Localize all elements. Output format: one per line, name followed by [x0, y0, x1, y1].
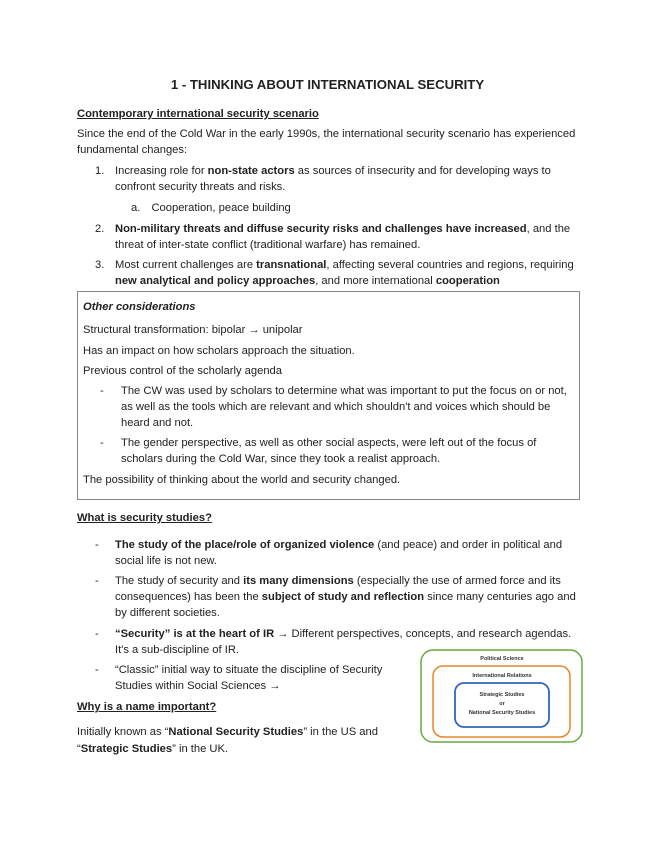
list-number: 2.	[95, 223, 105, 235]
dash-list-item: - “Security” is at the heart of IR → Different perspectives, concepts, and research agendas. It's a sub-discipline of IR.	[95, 628, 572, 656]
list-item: 3. Most current challenges are transnational, affecting several countries and regions, requiring new analytical and policy approaches, and more international cooperation	[95, 259, 574, 287]
dash-list-item: - The study of security and its many dimensions (especially the use of armed force and its consequences) has been the subject of study and reflection since many centuries ago and by different societies.	[95, 575, 576, 619]
box-line: Has an impact on how scholars approach the situation.	[83, 345, 355, 357]
dash-list-item: - The study of the place/role of organized violence (and peace) and order in political and social life is not new.	[95, 539, 563, 567]
inner-label-3: National Security Studies	[468, 710, 536, 716]
section-heading-security-studies: What is security studies?	[77, 512, 212, 524]
dash-list-item: - “Classic” initial way to situate the discipline of Security Studies within Social Sciences →	[95, 664, 383, 692]
paragraph-line: Initially known as “National Security Studies” in the US and	[77, 726, 378, 738]
list-number: 3.	[95, 259, 105, 271]
nested-disciplines-diagram	[420, 649, 585, 745]
box-dash-item: - The gender perspective, as well as other social aspects, were left out of the focus of scholars during the Cold War, since they took a realist approach.	[100, 437, 537, 465]
inner-label-1: Strategic Studies	[479, 692, 525, 698]
list-item: 1. Increasing role for non-state actors as sources of insecurity and for developing ways to confront security threats and risks.	[95, 165, 551, 193]
box-closing: The possibility of thinking about the world and security changed.	[83, 474, 401, 486]
page-title: 1 - THINKING ABOUT INTERNATIONAL SECURITY	[170, 77, 485, 92]
sub-list-item	[131, 200, 291, 216]
paragraph-line: “Strategic Studies” in the UK.	[77, 743, 229, 755]
list-item: 2. Non-military threats and diffuse security risks and challenges have increased, and the threat of inter-state conflict (traditional warfare) has remained.	[95, 223, 571, 251]
outer-label: Political Science	[480, 656, 524, 662]
intro-paragraph: Since the end of the Cold War in the early 1990s, the international security scenario has experienced fundamental changes:	[77, 128, 576, 156]
considerations-box	[77, 291, 580, 500]
inner-label-2: or	[499, 701, 505, 707]
sub-list-text: Cooperation, peace building	[151, 202, 291, 214]
box-dash-item: - The CW was used by scholars to determine what was important to put the focus on or not, as well as the tools which are relevant and which shouldn't and voices which should be heard and not.	[100, 385, 567, 429]
box-line: Structural transformation: bipolar → unipolar	[83, 324, 303, 336]
section-heading-name: Why is a name important?	[77, 701, 217, 713]
box-heading: Other considerations	[83, 301, 196, 313]
sub-list-label: a.	[131, 202, 141, 214]
box-line: Previous control of the scholarly agenda	[83, 365, 283, 377]
middle-label: International Relations	[472, 673, 532, 679]
section-heading-contemporary: Contemporary international security scenario	[77, 108, 319, 120]
list-number: 1.	[95, 165, 105, 177]
